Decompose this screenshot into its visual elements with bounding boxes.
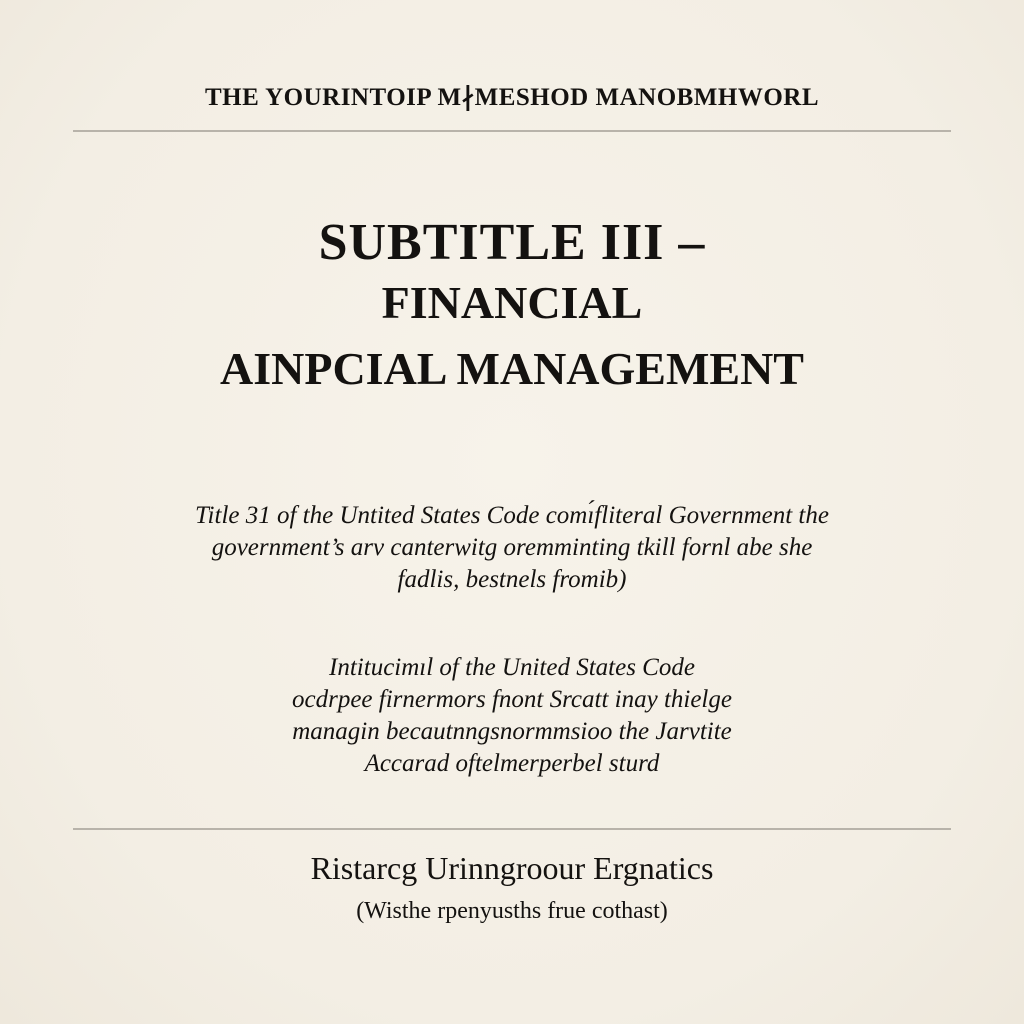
paragraph-line: managin becautnngsnormmsioo the Jarvtite — [292, 718, 732, 745]
paragraph-line: Intitucimıl of the United States Code — [329, 654, 695, 681]
paragraph-line: Accarad oftelmerperbel sturd — [364, 750, 660, 777]
paragraph-line: fadlis, bestnels fromib) — [397, 566, 627, 593]
paragraph-line: ocdrpee firnermors fnont Srcatt inay thielge — [292, 686, 732, 713]
publisher-note: (Wisthe rpenyusths frue cothast) — [356, 898, 668, 924]
top-divider — [73, 130, 951, 132]
title-line-management: AINPCIAL MANAGEMENT — [220, 343, 804, 394]
paragraph-line: government’s arv canterwitg oremminting tkill fornl ɑbe she — [211, 534, 813, 561]
running-head: THE YOURINTOIP M∤MESHOD MANOBMHWORL — [204, 84, 820, 111]
paragraph-line: Title 31 of the Untited States Code comı́fliteral Government the — [195, 502, 829, 529]
title-block — [0, 212, 1024, 396]
subtitle-heading: SUBTITLE III – — [318, 214, 706, 271]
bottom-divider — [73, 828, 951, 830]
publisher-name: Ristarcg Urinngroour Ergnatics — [310, 850, 714, 886]
description-paragraph-2 — [0, 652, 1024, 780]
title-line-financial: FINANCIAL — [381, 277, 643, 328]
description-paragraph-1 — [0, 500, 1024, 596]
